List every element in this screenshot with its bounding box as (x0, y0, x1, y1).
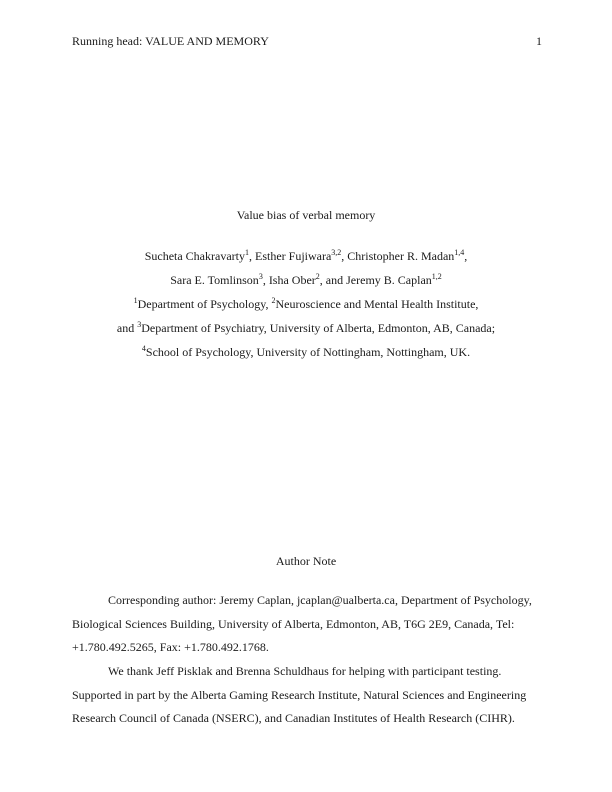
affiliation-text: and (116, 321, 138, 335)
separator: , (262, 273, 269, 287)
author-name: Isha Ober (268, 273, 316, 287)
paragraph-line: Biological Sciences Building, University of Alberta, Edmonton, AB, T6G 2E9, Canada, Tel: (72, 616, 515, 631)
affiliation-text: School of Psychology, University of Nottingham, Nottingham, UK. (145, 345, 471, 359)
author-line-2 (0, 273, 612, 288)
affiliation-marker: 3 (137, 320, 142, 329)
author-note-paragraph-1 (72, 589, 540, 660)
author-name: Esther Fujiwara (254, 249, 332, 263)
running-head: Running head: VALUE AND MEMORY (72, 34, 269, 48)
paragraph-line: Research Council of Canada (NSERC), and Canadian Institutes of Health Research (CIHR). (72, 711, 515, 726)
affiliation-text: Department of Psychiatry, University of Alberta, Edmonton, AB, Canada; (141, 321, 496, 335)
author-affiliation-marker: 1 (244, 248, 249, 257)
author-affiliation-marker: 1,4 (454, 248, 465, 257)
page-number: 1 (536, 34, 542, 48)
paragraph-line: +1.780.492.5265, Fax: +1.780.492.1768. (72, 640, 269, 655)
paragraph-line: Corresponding author: Jeremy Caplan, jcaplan@ualberta.ca, Department of Psychology, (108, 593, 532, 607)
author-name: Christopher R. Madan (347, 249, 455, 263)
author-affiliation-marker: 2 (315, 272, 320, 281)
paragraph-line: We thank Jeff Pisklak and Brenna Schuldhaus for helping with participant testing. (108, 664, 502, 678)
separator: , (464, 249, 468, 263)
author-name: Sara E. Tomlinson (170, 273, 259, 287)
paper-title: Value bias of verbal memory (236, 208, 376, 222)
author-affiliation-marker: 3 (258, 272, 263, 281)
affiliation-marker: 4 (141, 344, 146, 353)
affiliation-line-1 (0, 297, 612, 312)
separator: , (248, 249, 255, 263)
author-line-1 (0, 249, 612, 264)
affiliation-text: Neuroscience and Mental Health Institute, (275, 297, 479, 311)
author-affiliation-marker: 1,2 (431, 272, 442, 281)
author-name: Sucheta Chakravarty (144, 249, 245, 263)
author-affiliation-marker: 3,2 (331, 248, 342, 257)
author-note-paragraph-2 (72, 660, 540, 731)
affiliation-line-3 (0, 345, 612, 360)
affiliation-text: Department of Psychology, (137, 297, 272, 311)
separator: , (341, 249, 348, 263)
paragraph-line: Supported in part by the Alberta Gaming Research Institute, Natural Sciences and Engineering (72, 687, 527, 702)
affiliation-marker: 2 (271, 296, 276, 305)
author-note-heading: Author Note (275, 554, 337, 568)
affiliation-line-2 (0, 321, 612, 336)
author-name: Jeremy B. Caplan (346, 273, 432, 287)
separator: , and (319, 273, 347, 287)
affiliation-marker: 1 (133, 296, 138, 305)
